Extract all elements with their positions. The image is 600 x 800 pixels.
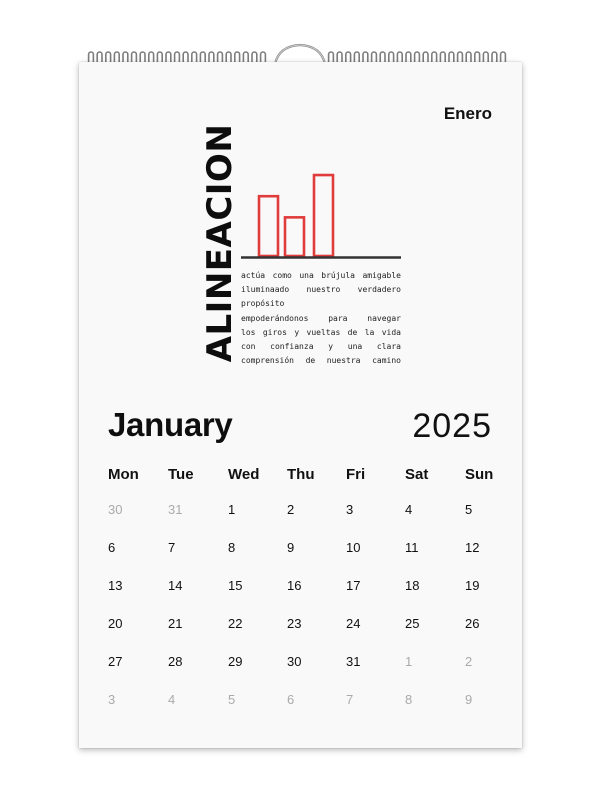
day-cell: 13 xyxy=(108,578,123,593)
day-cell-other-month: 6 xyxy=(287,692,295,707)
day-cell: 8 xyxy=(228,540,236,555)
day-cell: 15 xyxy=(228,578,243,593)
day-cell-other-month: 5 xyxy=(228,692,236,707)
day-cell: 18 xyxy=(405,578,420,593)
day-cell: 3 xyxy=(346,502,354,517)
day-cell: 27 xyxy=(108,654,123,669)
day-cell: 24 xyxy=(346,616,361,631)
description-line: comprensión de nuestra camino xyxy=(241,356,401,366)
mini-chart-bar xyxy=(314,175,333,256)
day-cell-other-month: 4 xyxy=(168,692,176,707)
day-cell-other-month: 9 xyxy=(465,692,473,707)
description-line: actúa como una brújula amigable xyxy=(241,271,401,280)
vertical-title xyxy=(200,123,240,363)
mini-chart-bar xyxy=(259,196,278,256)
day-cell: 25 xyxy=(405,616,420,631)
day-cell: 17 xyxy=(346,578,361,593)
weekday-header-row xyxy=(108,466,500,486)
day-cell-other-month: 1 xyxy=(405,654,413,669)
day-cell: 20 xyxy=(108,616,123,631)
day-cell-other-month: 7 xyxy=(346,692,354,707)
day-cell: 4 xyxy=(405,502,413,517)
month-english: January xyxy=(108,406,233,443)
day-cell: 21 xyxy=(168,616,183,631)
day-cell: 30 xyxy=(287,654,302,669)
mini-chart-bar xyxy=(285,217,304,256)
day-cell: 12 xyxy=(465,540,480,555)
day-cell-other-month: 30 xyxy=(108,502,123,517)
day-cell: 26 xyxy=(465,616,480,631)
day-cell-other-month: 3 xyxy=(108,692,116,707)
day-cell: 29 xyxy=(228,654,243,669)
day-grid xyxy=(108,502,508,712)
description-line: los giros y vueltas de la vida xyxy=(241,327,401,337)
description-line: iluminaado nuestro verdadero propósito xyxy=(241,285,401,309)
day-cell-other-month: 8 xyxy=(405,692,413,707)
month-spanish: Enero xyxy=(443,104,492,123)
description-line: empoderándonos para navegar xyxy=(241,313,401,323)
weekday-label: Tue xyxy=(168,466,194,483)
weekday-label: Fri xyxy=(346,466,366,483)
day-cell: 22 xyxy=(228,616,243,631)
day-cell: 16 xyxy=(287,578,302,593)
weekday-label: Wed xyxy=(228,466,260,483)
day-cell: 5 xyxy=(465,502,473,517)
day-cell: 14 xyxy=(168,578,183,593)
day-cell: 28 xyxy=(168,654,183,669)
day-cell: 10 xyxy=(346,540,361,555)
calendar-page xyxy=(79,62,522,748)
day-cell-other-month: 2 xyxy=(465,654,473,669)
day-cell: 6 xyxy=(108,540,116,555)
day-cell-other-month: 31 xyxy=(168,502,183,517)
mini-bar-chart xyxy=(241,160,403,262)
day-cell: 23 xyxy=(287,616,302,631)
description-line: con confianza y una clara xyxy=(241,342,401,352)
description-text xyxy=(241,269,401,368)
weekday-label: Sat xyxy=(405,466,429,483)
day-cell: 9 xyxy=(287,540,295,555)
day-cell: 19 xyxy=(465,578,480,593)
day-cell: 2 xyxy=(287,502,295,517)
year: 2025 xyxy=(412,407,492,445)
day-cell: 31 xyxy=(346,654,361,669)
day-cell: 1 xyxy=(228,502,236,517)
vertical-title-text: ALINEACION xyxy=(200,123,240,363)
day-cell: 11 xyxy=(405,540,419,555)
weekday-label: Mon xyxy=(108,466,139,483)
weekday-label: Thu xyxy=(287,466,315,483)
day-cell: 7 xyxy=(168,540,176,555)
weekday-label: Sun xyxy=(465,466,494,483)
